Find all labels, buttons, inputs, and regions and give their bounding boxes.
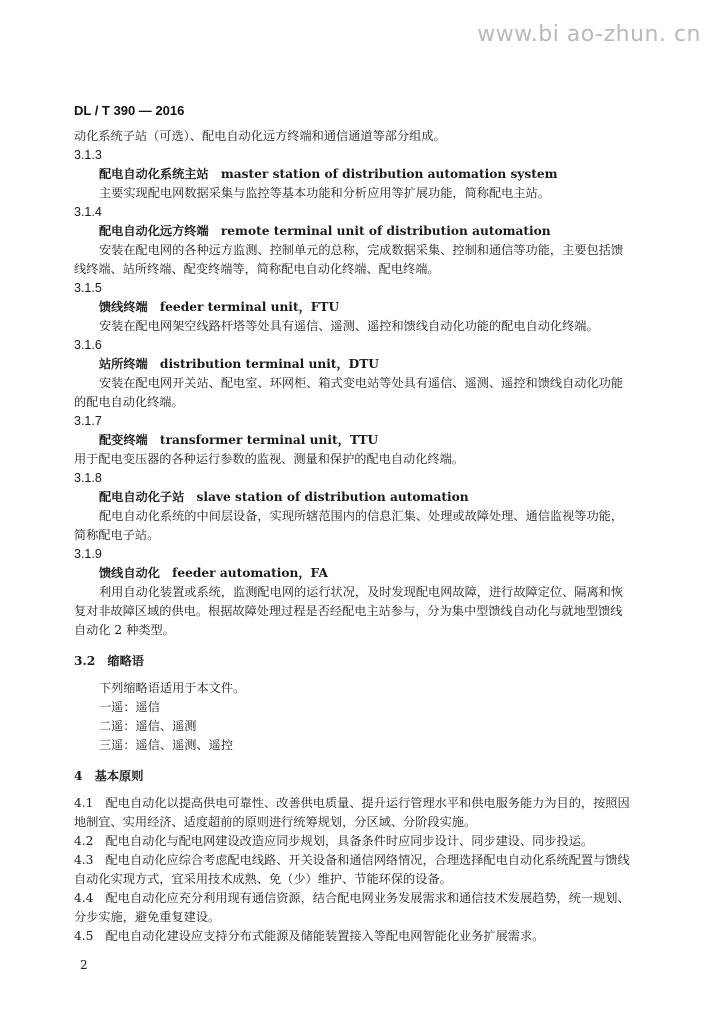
- principle-paragraph: 分步实施，避免重复建设。: [74, 910, 221, 924]
- principle-paragraph: 自动化实现方式，宜采用技术成熟、免（少）维护、节能环保的设备。: [74, 872, 452, 886]
- term-definition: 安装在配电网的各种远方监测、控制单元的总称，完成数据采集、控制和通信等功能，主要包括馈: [99, 243, 624, 257]
- term-definition: 简称配电子站。: [74, 528, 160, 542]
- term-title: 配电自动化系统主站 master station of distribution automation system: [99, 167, 558, 181]
- term-definition: 主要实现配电网数据采集与监控等基本功能和分析应用等扩展功能，简称配电主站。: [99, 186, 550, 200]
- term-definition: 安装在配电网架空线路杆塔等处具有遥信、遥测、遥控和馈线自动化功能的配电自动化终端。: [99, 319, 599, 333]
- watermark: www.bi ao-zhun. cn: [477, 22, 701, 47]
- clause-number: 3.1.8: [74, 471, 102, 485]
- term-definition: 的配电自动化终端。: [74, 395, 184, 409]
- clause-number: 3.1.7: [74, 414, 102, 428]
- term-title: 馈线自动化 feeder automation，FA: [99, 566, 328, 580]
- term-title: 配电自动化远方终端 remote terminal unit of distribution automation: [99, 224, 551, 238]
- term-definition: 安装在配电网开关站、配电室、环网柜、箱式变电站等处具有遥信、遥测、遥控和馈线自动化功能: [99, 376, 624, 390]
- principle-paragraph: 4.5 配电自动化建设应支持分布式能源及储能装置接入等配电网智能化业务扩展需求。: [74, 929, 545, 943]
- standard-header: DL / T 390 — 2016: [74, 103, 185, 118]
- term-title: 配变终端 transformer terminal unit，TTU: [99, 433, 379, 447]
- clause-number: 3.1.3: [74, 148, 102, 162]
- document-body: [74, 127, 654, 946]
- clause-number: 3.1.5: [74, 281, 102, 295]
- abbreviation-item: 一遥：遥信: [99, 700, 160, 714]
- term-title: 馈线终端 feeder terminal unit，FTU: [99, 300, 340, 314]
- term-definition: 用于配电变压器的各种运行参数的监视、测量和保护的配电自动化终端。: [74, 452, 464, 466]
- section-heading: 3.2 缩略语: [74, 654, 144, 668]
- principle-paragraph: 4.3 配电自动化应综合考虑配电线路、开关设备和通信网络情况，合理选择配电自动化系统配置与馈线: [74, 853, 630, 867]
- principle-paragraph: 4.1 配电自动化以提高供电可靠性、改善供电质量、提升运行管理水平和供电服务能力为目的，按照因: [74, 796, 630, 810]
- clause-number: 3.1.6: [74, 338, 102, 352]
- term-definition: 线终端、站所终端、配变终端等，简称配电自动化终端、配电终端。: [74, 262, 440, 276]
- text-line: 下列缩略语适用于本文件。: [99, 681, 246, 695]
- term-title: 站所终端 distribution terminal unit，DTU: [99, 357, 379, 371]
- clause-number: 3.1.9: [74, 547, 102, 561]
- principle-paragraph: 4.4 配电自动化应充分利用现有通信资源，结合配电网业务发展需求和通信技术发展趋势，统一规划、: [74, 891, 630, 905]
- term-definition: 复对非故障区域的供电。根据故障处理过程是否经配电主站参与，分为集中型馈线自动化与就地型馈线: [74, 604, 623, 618]
- term-title: 配电自动化子站 slave station of distribution automation: [99, 490, 469, 504]
- term-definition: 利用自动化装置或系统，监测配电网的运行状况，及时发现配电网故障，进行故障定位、隔离和恢: [99, 585, 624, 599]
- principle-paragraph: 地制宜、实用经济、适度超前的原则进行统筹规划，分区域、分阶段实施。: [74, 815, 477, 829]
- section-heading: 4 基本原则: [74, 769, 144, 783]
- text-line: 动化系统子站（可选）、配电自动化远方终端和通信通道等部分组成。: [74, 129, 446, 143]
- term-definition: 配电自动化系统的中间层设备，实现所辖范围内的信息汇集、处理或故障处理、通信监视等功能，: [99, 509, 624, 523]
- term-definition: 自动化 2 种类型。: [74, 623, 175, 637]
- principle-paragraph: 4.2 配电自动化与配电网建设改造应同步规划，具备条件时应同步设计、同步建设、同步投运。: [74, 834, 594, 848]
- page-number: 2: [80, 958, 88, 972]
- abbreviation-item: 三遥：遥信、遥测、遥控: [99, 738, 234, 752]
- abbreviation-item: 二遥：遥信、遥测: [99, 719, 197, 733]
- clause-number: 3.1.4: [74, 205, 102, 219]
